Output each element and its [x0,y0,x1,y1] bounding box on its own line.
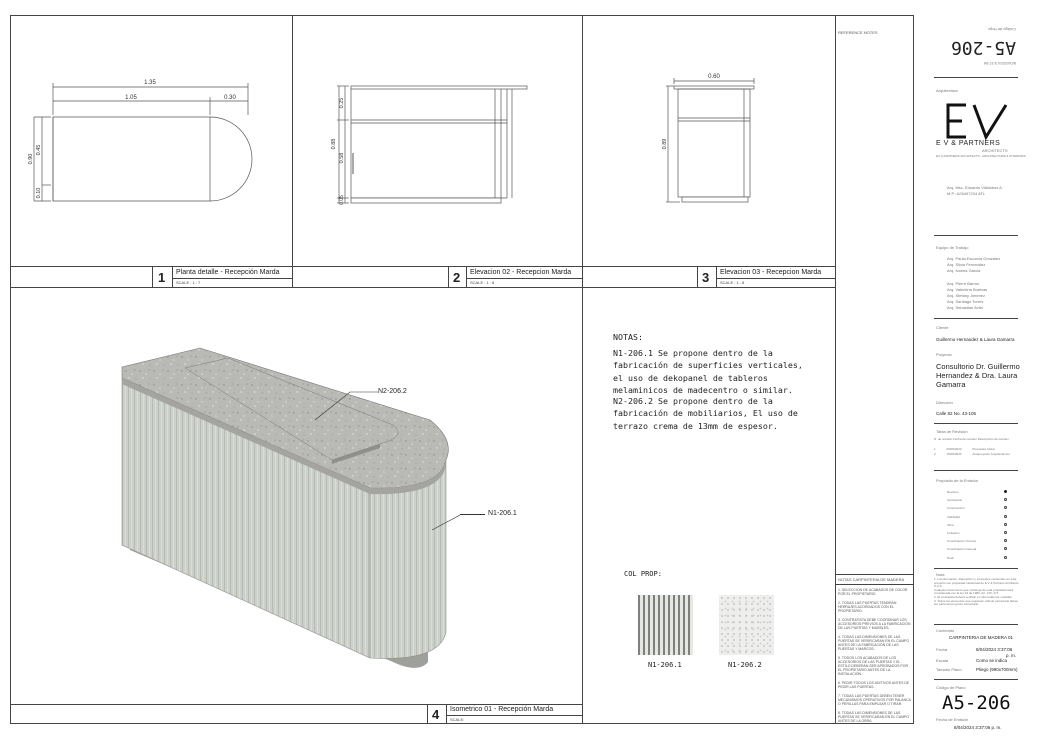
size-value: Pliego (990x700mm) [976,667,1018,672]
status-option[interactable]: Aprobación [947,498,1007,506]
view-scale-1: SCALE : 1 : 7 [176,280,201,285]
status-option[interactable]: Coordinación Técnica [947,539,1007,547]
divider-v2 [582,15,583,724]
status-option[interactable]: Revisión [947,490,1007,498]
team-member: Arq. Valentina Buelvas [947,287,988,292]
carpentry-note: 2. TODAS LAS PUERTAS TENDRÁN HERRAJES ACORDADOS CON EL PROPIETARIO. [838,601,897,613]
ev-logo-icon [944,101,1014,141]
project-value: Consultorio Dr. Guillermo Hernandez & Dra. Laura Gamarra [936,362,1020,389]
swatch-label-2: N1-206.2 [728,661,762,669]
revision-label: Tabla de Revisión [936,429,968,434]
sheet-code: A5-206 [942,692,1011,714]
view-scale-4: SCALE: [450,717,465,722]
firm-sub: ARCHITECTS [982,148,1008,153]
status-option[interactable]: Draft [947,556,1007,564]
dim-elev3-v1: 0.89 [662,138,668,150]
team-member: Arq. Stefany Jimenez [947,293,986,298]
plan-drawing [20,70,270,210]
view-scale-2: SCALE : 1 : 8 [470,280,495,285]
elevation-02-drawing [325,78,535,213]
size-label: Tamaño Plano [936,667,962,672]
status-option[interactable]: Construcción [947,506,1007,514]
dim-plan-total: 1.35 [144,80,156,86]
dim-elev2-v3: 0.58 [339,152,345,164]
isometric-drawing [110,340,460,680]
dim-elev3-top: 0.60 [708,74,720,80]
dim-plan-v1: 0.90 [28,153,34,165]
project-label: Proyecto [936,352,952,357]
status-list [947,490,1007,564]
view-name-3: Elevacion 03 - Recepcion Marda [720,269,822,276]
status-option[interactable]: Obra [947,523,1007,531]
team-member: Arq. Pierre Barros [947,281,980,286]
address-value: Calle 82 No. 43-105 [936,411,977,416]
team-label: Equipo de Trabajo [936,245,969,250]
content-value: CARPINTERIA DE MADERA 01 [949,635,1014,640]
view-scale-3: SCALE : 1 : 8 [720,280,745,285]
callout-top: N2-206.2 [378,388,407,395]
architecture-label: Arquitectura [936,88,958,93]
architect-1: Arq. Msc. Eduardo Villalobos A. [947,185,1003,190]
view-name-1: Planta detalle - Recepción Marda [176,269,280,276]
date-value: 8/04/2024 3:37:06 [976,647,1013,652]
architect-2: M.P.: A26497204 ATL [947,191,986,196]
swatch-label-1: N1-206.1 [648,661,682,669]
view-title-1 [152,267,292,287]
date-suffix: p. m. [1006,653,1017,658]
carpentry-note: 7. TODAS LAS PUERTAS DEBEN TENER MECANISMOS OPERATIVOS POR PALANCA O PERILLAS PARA EMPUJAR O TIRAR. [838,694,911,706]
scale-label: Escala [936,658,949,663]
mirrored-header: 8/04/2024 3:37:06 A5-206 Codigo de Hoja [950,27,1016,66]
dim-elev2-v2: 0.88 [331,138,337,150]
notes-heading: NOTAS: [613,332,643,342]
view-name-2: Elevacion 02 - Recepcion Marda [470,269,572,276]
reference-notes-title: REFERENCE NOTES [838,30,878,35]
status-option[interactable]: Coordinación General [947,547,1007,555]
view-title-3 [697,267,835,287]
team-member: Arq. Santiago Torres [947,299,984,304]
client-label: Cliente [936,325,949,330]
scale-value: Como se indica [976,658,1008,663]
client-value: Guillermo Hernandez & Laura Gamarra [936,337,1015,342]
address-label: Dirección [936,400,953,405]
dim-plan-v3: 0.10 [36,187,42,199]
team-member: Arq. Silvia Fernandez [947,262,986,267]
revision-row: 1 03/05/2023 Propuesta Inicial [934,447,995,451]
callout-side-leader [460,514,485,515]
view-name-4: Isometrico 01 - Recepción Marda [450,706,554,713]
elevation-03-drawing [660,70,770,210]
view-number-3: 3 [702,270,710,285]
revision-header: N. de revisión Fecha de revisión Descripción de revisión [934,437,1009,441]
col-prop-title: COL PROP: [624,570,662,578]
dim-elev2-v4: 0.05 [339,195,345,205]
view-number-2: 2 [453,270,461,285]
view-title-4 [427,705,582,724]
firm-name: E V & PARTNERS [936,140,1001,147]
frame-left [10,15,11,724]
dim-plan-left: 1.05 [125,95,137,101]
note-label: Nota [936,572,945,577]
dim-elev2-v1: 0.25 [339,97,345,109]
notes-n1: N1-206.1 Se propone dentro de la fabricación de superficies verticales, el uso de dekopanel de tableros melaminicos de madecentro o similar. [613,348,803,396]
swatch-slats [638,595,693,655]
carpentry-note: 3. CONTRATISTA DEBE COORDINAR LOS ACCESORIOS PREVIOS A LA FABRICACIÓN DE LAS PUERTAS Y MUEBLES. [838,618,911,630]
view-number-1: 1 [158,270,166,285]
callout-side: N1-206.1 [488,510,517,517]
team-member: Arq. Paula Escorcia Gonzalez [947,256,1001,261]
frame-top [10,15,914,16]
carpentry-note: 6. PEDIR TODOS LOS ADITIVOS ANTES DE PEDIR LAS PUERTAS. [838,681,910,689]
carpentry-note: 5. TODOS LOS ACABADOS DE LOS ACCESORIOS DE LAS PUERTAS Y EL ESTILO DEBERÁN SER APROBADOS POR EL PROPIETARIO ANTES DE LA INSTALACIÓN. [838,656,909,676]
status-option[interactable]: Licitación [947,531,1007,539]
code-label: Código de Plano [936,685,966,690]
note-lines: 1. La información, disposición y conceptos contenidos en este proyecto son propiedad intelectual de E V & Partners Architects S.A.S. Cualquier documento que contenga de esta propiedad será considerada con la ley 23 de 1982, Art. 270, 271 2. El contratista deberá verificar en sitio todas las medidas. 3. Todos los elementos que requieran cálculo estructural deben ser parte del proyecto estructural. [934,577,1019,607]
carpentry-note: 4. TODAS LAS DIMENSIONES DE LAS PUERTAS SE VERIFICARAN EN EL CAMPO ANTES DE LA FABRICACIÓN DE LAS PUERTAS Y MARCOS. [838,635,910,651]
carpentry-notes-title: NOTAS CARPINTERIA DE MADERA [838,577,905,582]
divider-v1 [292,15,293,287]
firm-line: EV & PARTNERS ARCHITECTS · ARCHITECTURE & INTERIORS [936,154,1026,158]
issue-value: 8/04/2024 3:37:06 p. m. [954,725,1002,730]
divider-h2 [10,287,836,288]
carpentry-notes [836,574,913,723]
title-block [914,15,1040,730]
dim-plan-right: 0.30 [224,95,236,101]
view-number-4: 4 [432,707,440,722]
issue-label: Fecha de Emisión [936,717,969,722]
team-member: Arq. Ivanna Garcia [947,268,981,273]
revision-row: 2 15/06/2023 Anteproyecto Arquitectónico [934,452,1010,456]
team-member: Arq. Sebastian Avila [947,305,983,310]
content-label: Contenido [936,628,955,633]
swatch-terrazzo [719,595,774,655]
carpentry-note: 8. TODAS LAS DIMENSIONES DE LAS PUERTAS SE VERIFICARAN EN EL CAMPO ANTES DE LA OBRA. [838,711,910,723]
status-option[interactable]: Viabilidad [947,515,1007,523]
carpentry-note: 1. SELECCION DE ACABADOS DE COLOR POR EL PROPIETARIO. [838,588,908,596]
date-label: Fecha [936,647,948,652]
view-title-2 [448,267,582,287]
status-label: Propósito de la Emisión [936,478,979,483]
notes-n2: N2-206.2 Se propone dentro de la fabricación de mobiliarios, El uso de terrazo crema de 13mm de espesor. [613,396,798,431]
dim-plan-v2: 0.45 [36,144,42,156]
